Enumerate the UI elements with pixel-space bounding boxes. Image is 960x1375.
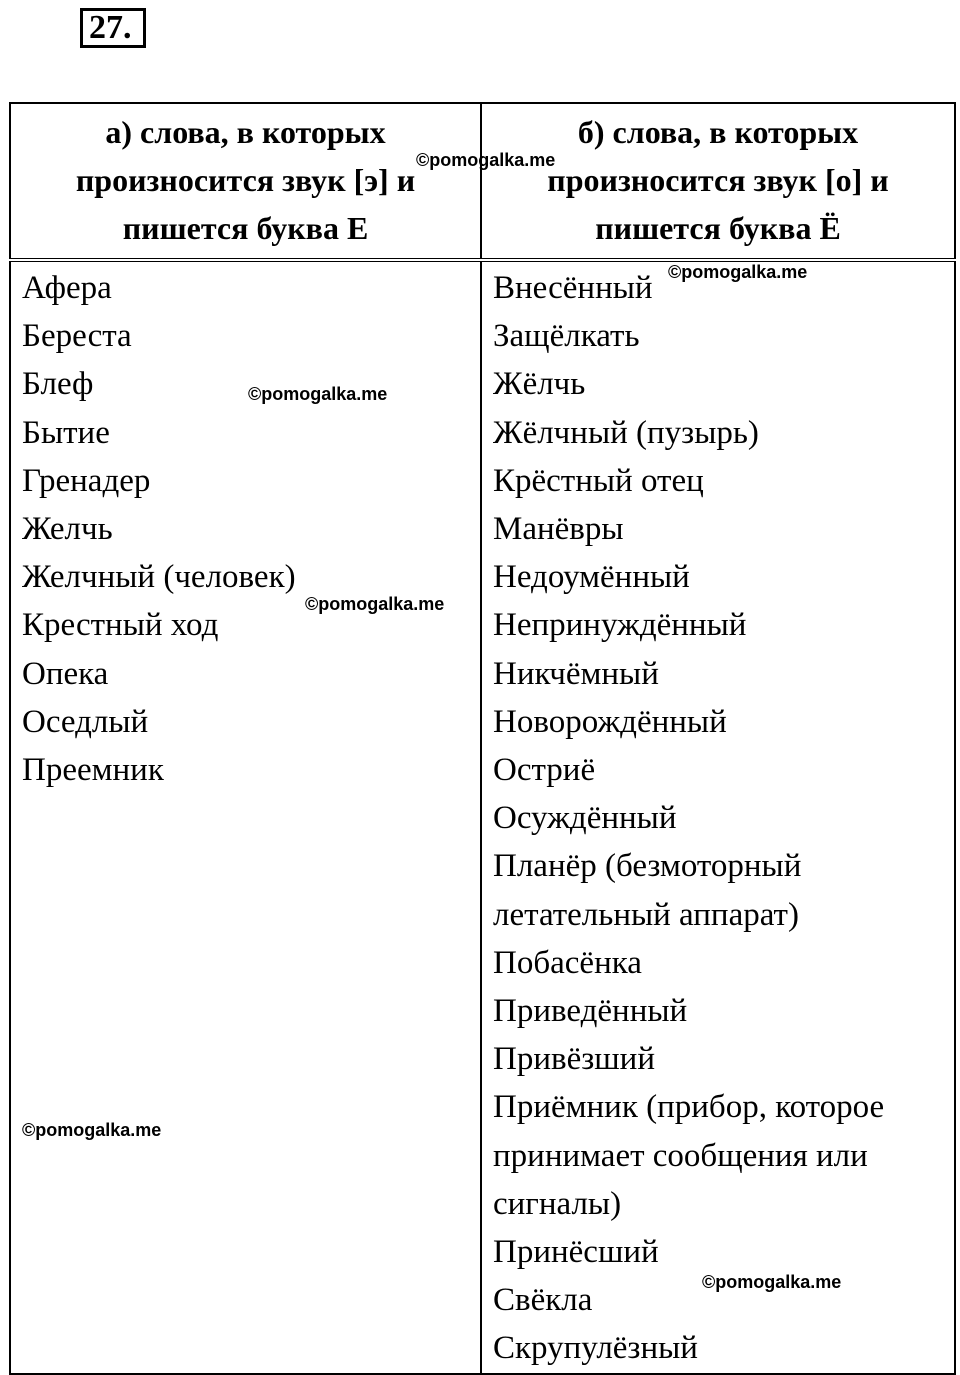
list-item: Афера bbox=[22, 270, 112, 306]
column-a-word-list bbox=[11, 262, 480, 794]
list-item: Приведённый bbox=[493, 993, 688, 1030]
list-item: Жёлчь bbox=[493, 366, 586, 403]
watermark: ©pomogalka.me bbox=[668, 262, 808, 282]
list-item: Побасёнка bbox=[493, 944, 642, 981]
list-item: Оседлый bbox=[22, 703, 149, 740]
task-number: 27. bbox=[80, 8, 146, 48]
list-item: Остриё bbox=[493, 752, 596, 789]
list-item: Новорождённый bbox=[493, 703, 727, 740]
column-b-word-list bbox=[482, 262, 954, 1373]
list-item: Крёстный отец bbox=[493, 462, 704, 499]
list-item: Планёр (безмоторный летательный аппарат) bbox=[493, 848, 802, 933]
list-item: Манёвры bbox=[493, 511, 624, 548]
list-item: Никчёмный bbox=[493, 655, 659, 692]
column-a-cell bbox=[10, 260, 481, 1374]
watermark: ©pomogalka.me bbox=[416, 150, 556, 170]
column-b-cell bbox=[481, 260, 955, 1374]
list-item: Жёлчный (пузырь) bbox=[493, 414, 759, 451]
list-item: Крестный ход bbox=[22, 607, 219, 644]
list-item: Внесённый bbox=[493, 270, 653, 306]
list-item: Защёлкать bbox=[493, 318, 640, 355]
list-item: Принёсший bbox=[493, 1234, 659, 1271]
table-body-row bbox=[10, 260, 955, 1374]
list-item: Непринуждённый bbox=[493, 607, 747, 644]
list-item: Береста bbox=[22, 318, 132, 355]
list-item: Бытие bbox=[22, 414, 110, 451]
words-table bbox=[9, 102, 956, 1375]
list-item: Недоумённый bbox=[493, 559, 690, 596]
list-item: Блеф bbox=[22, 366, 94, 403]
list-item: Приёмник (прибор, которое принимает сообщения или сигналы) bbox=[493, 1089, 885, 1222]
list-item: Привёзший bbox=[493, 1041, 655, 1078]
list-item: Желчный (человек) bbox=[22, 559, 296, 596]
watermark: ©pomogalka.me bbox=[702, 1272, 842, 1292]
list-item: Гренадер bbox=[22, 462, 151, 499]
table-header-row bbox=[10, 103, 955, 260]
list-item: Преемник bbox=[22, 752, 164, 789]
watermark: ©pomogalka.me bbox=[248, 384, 388, 404]
list-item: Осуждённый bbox=[493, 800, 677, 837]
watermark: ©pomogalka.me bbox=[305, 594, 445, 614]
watermark: ©pomogalka.me bbox=[22, 1120, 162, 1140]
list-item: Опека bbox=[22, 655, 109, 692]
list-item: Скрупулёзный bbox=[493, 1330, 698, 1367]
column-a-header: а) слова, в которых произносится звук [э] и пишется буква Е bbox=[10, 103, 481, 260]
list-item: Желчь bbox=[22, 511, 113, 548]
list-item: Свёкла bbox=[493, 1282, 593, 1319]
column-b-header: б) слова, в которых произносится звук [о] и пишется буква Ё bbox=[481, 103, 955, 260]
